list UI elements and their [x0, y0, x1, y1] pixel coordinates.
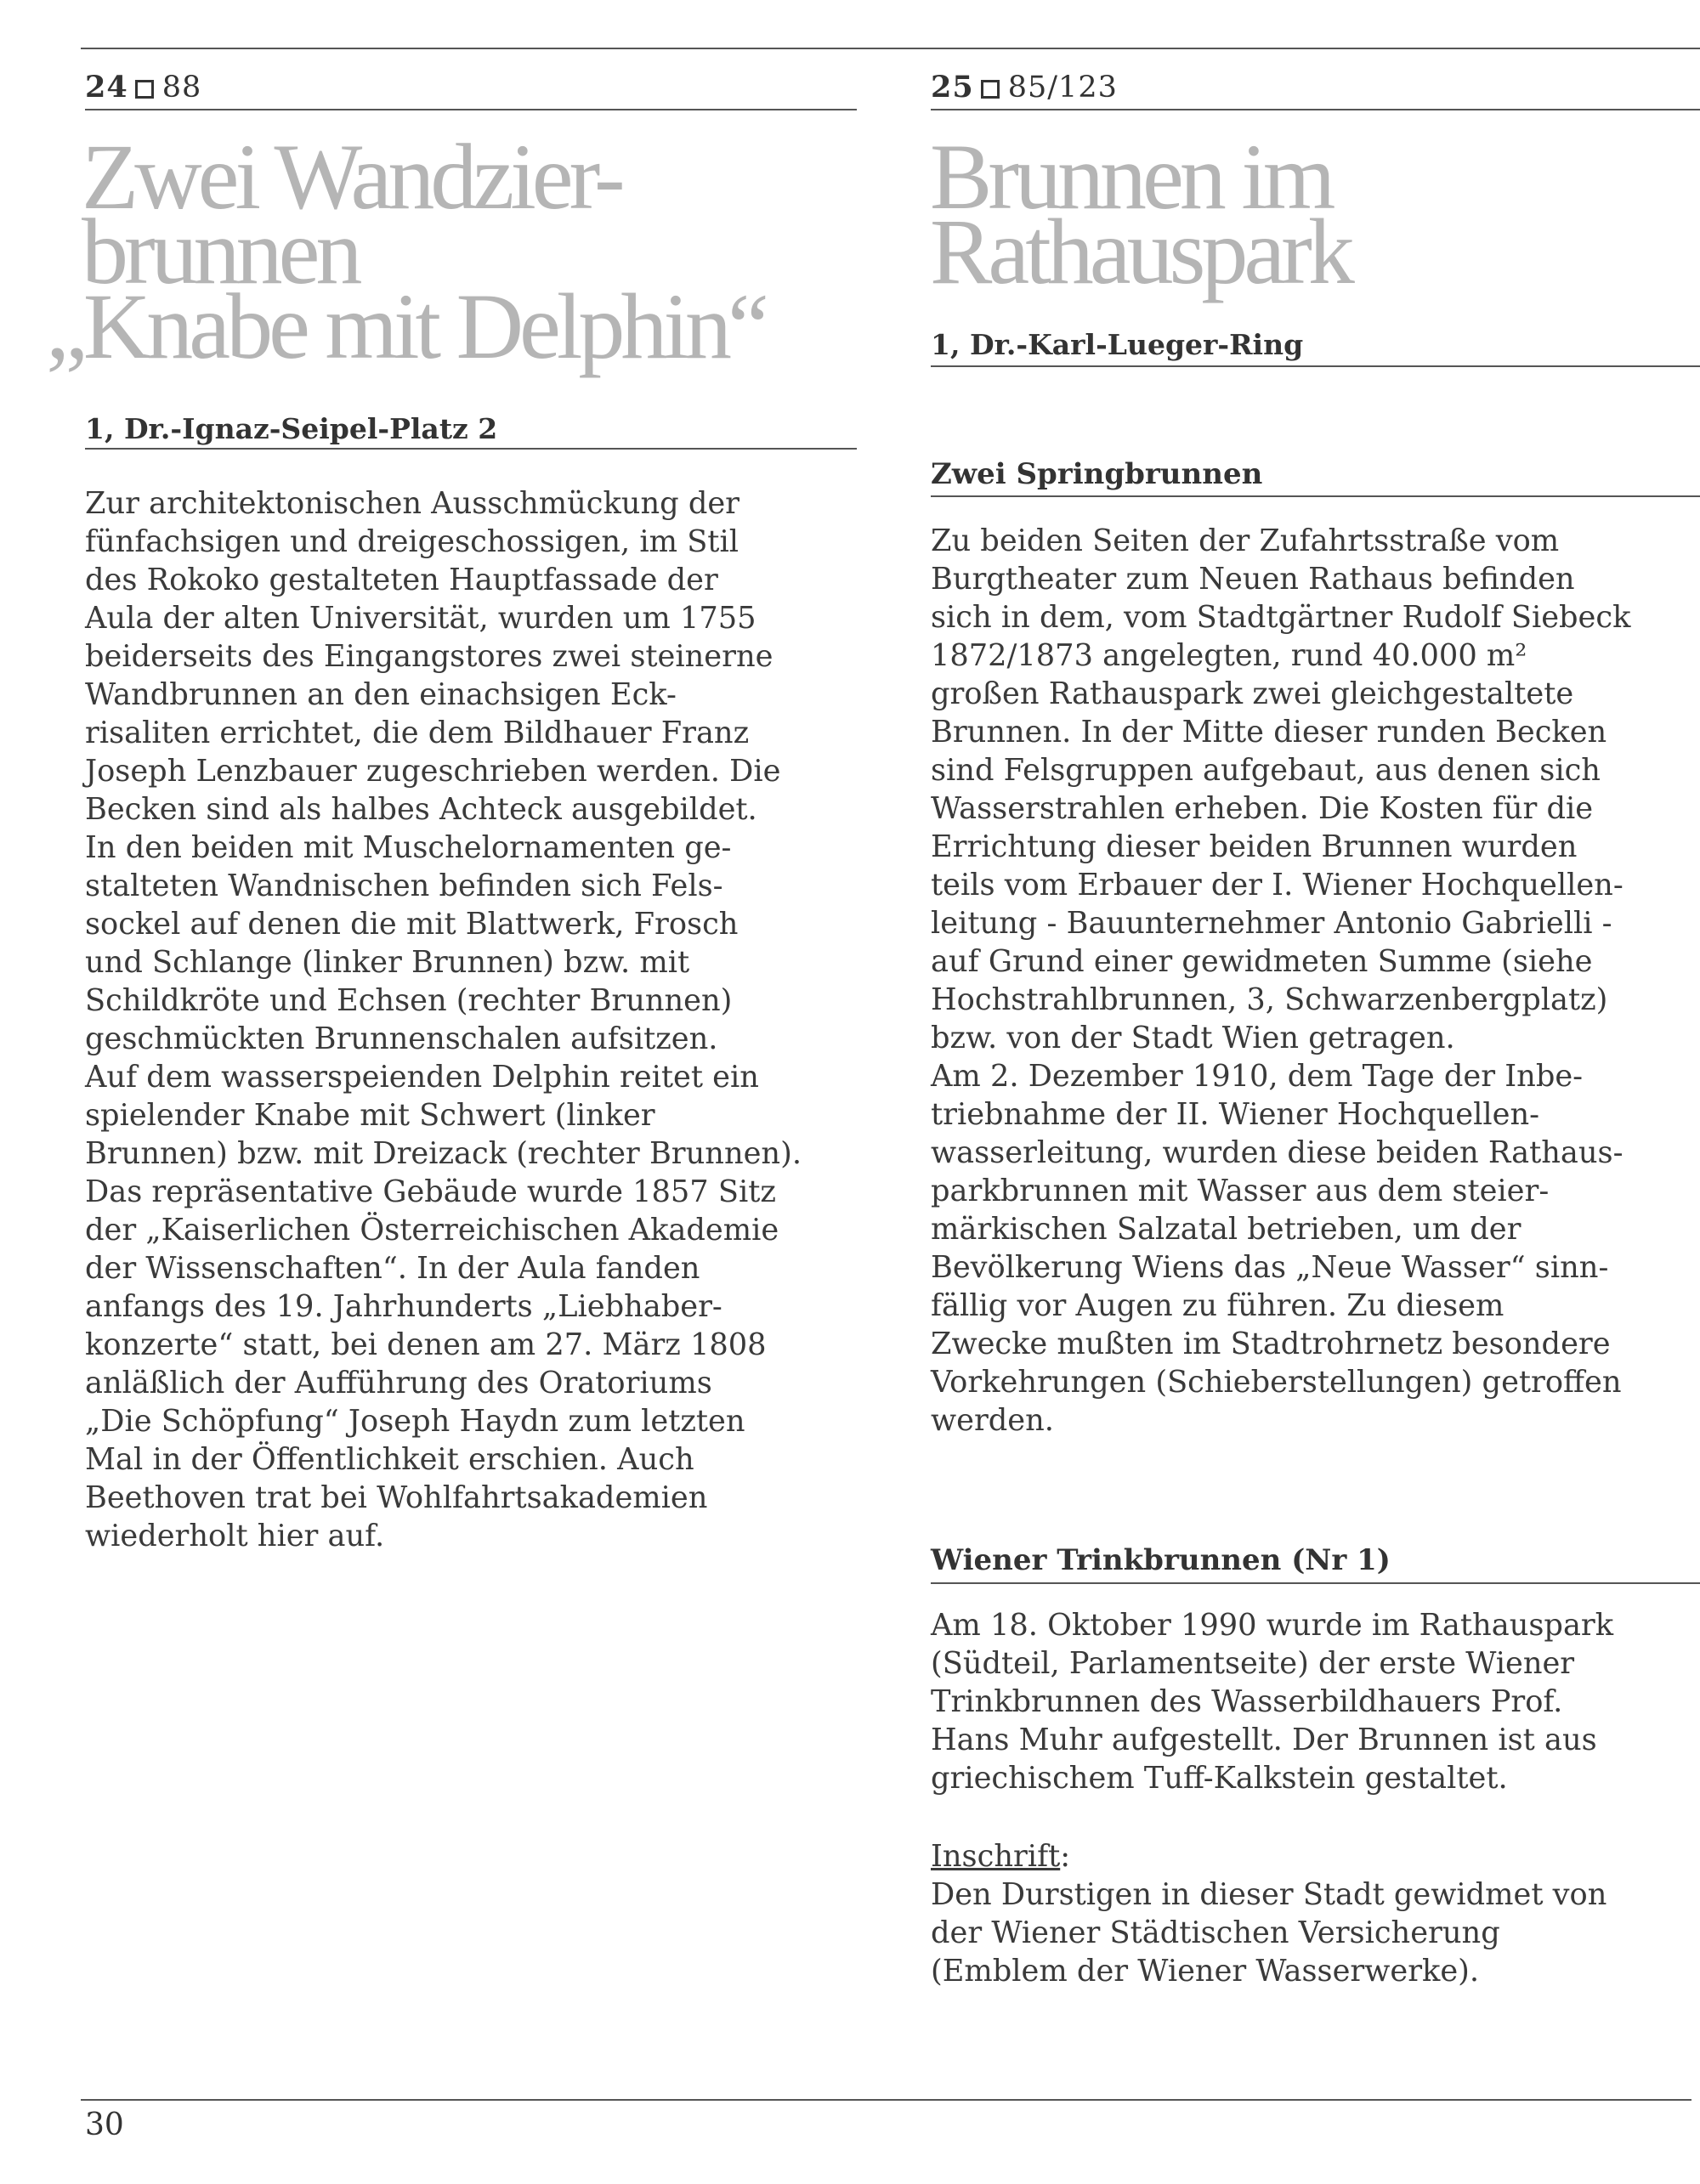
text-line: stalteten Wandnischen befinden sich Fels- — [85, 869, 723, 903]
inscription-label-line — [931, 1837, 1606, 1876]
top-rule — [81, 48, 1700, 49]
right-address-rule — [931, 365, 1700, 367]
text-line: Auf dem wasserspeienden Delphin reitet ein — [85, 1060, 759, 1095]
left-title-line: Zwei Wandzier- — [82, 125, 621, 229]
text-line: großen Rathauspark zwei gleichgestaltete — [931, 676, 1574, 711]
text-line: griechischem Tuff-Kalkstein gestaltet. — [931, 1761, 1508, 1796]
text-line: parkbrunnen mit Wasser aus dem steier- — [931, 1174, 1550, 1208]
right-number-rule — [931, 109, 1700, 110]
text-line: 1872/1873 angelegten, rund 40.000 m² — [931, 638, 1527, 673]
text-line: sind Felsgruppen aufgebaut, aus denen sich — [931, 753, 1601, 788]
text-line: Wandbrunnen an den einachsigen Eck- — [85, 677, 677, 712]
left-ref: 88 — [162, 71, 202, 105]
text-line: Brunnen. In der Mitte dieser runden Becken — [931, 715, 1607, 750]
text-line: Am 2. Dezember 1910, dem Tage der Inbe- — [931, 1059, 1584, 1094]
left-number: 24 — [85, 70, 128, 105]
left-title-line: „Knabe mit Delphin“ — [46, 274, 765, 378]
text-line: Burgtheater zum Neuen Rathaus befinden — [931, 562, 1575, 597]
right-section1-body — [931, 522, 1630, 1440]
text-line: des Rokoko gestalteten Hauptfassade der — [85, 563, 718, 597]
text-line: wasserleitung, wurden diese beiden Rathaus- — [931, 1135, 1624, 1170]
left-title — [46, 125, 765, 378]
text-line: auf Grund einer gewidmeten Summe (siehe — [931, 944, 1593, 979]
text-line: Mal in der Öffentlichkeit erschien. Auch — [85, 1442, 694, 1477]
inscription-label: Inschrift — [931, 1839, 1061, 1874]
checkbox-icon — [135, 80, 154, 99]
left-address-rule — [85, 448, 857, 450]
inscription-block — [931, 1837, 1606, 1990]
text-line: teils vom Erbauer der I. Wiener Hochquellen- — [931, 868, 1624, 902]
text-line: Den Durstigen in dieser Stadt gewidmet von — [931, 1877, 1607, 1912]
text-line: triebnahme der II. Wiener Hochquellen- — [931, 1097, 1540, 1132]
text-line: bzw. von der Stadt Wien getragen. — [931, 1021, 1455, 1055]
text-line: Becken sind als halbes Achteck ausgebildet. — [85, 792, 757, 827]
text-line: spielender Knabe mit Schwert (linker — [85, 1098, 655, 1133]
inscription-colon: : — [1060, 1839, 1071, 1874]
text-line: sockel auf denen die mit Blattwerk, Frosch — [85, 907, 739, 942]
bottom-rule — [81, 2099, 1692, 2101]
text-line: Hans Muhr aufgestellt. Der Brunnen ist aus — [931, 1723, 1597, 1757]
text-line: Joseph Lenzbauer zugeschrieben werden. Die — [85, 754, 781, 789]
checkbox-icon — [981, 80, 1000, 99]
text-line: beiderseits des Eingangstores zwei steinerne — [85, 639, 774, 674]
text-line: Vorkehrungen (Schieberstellungen) getroffen — [931, 1365, 1622, 1400]
text-line: märkischen Salzatal betrieben, um der — [931, 1212, 1522, 1247]
text-line: Hochstrahlbrunnen, 3, Schwarzenbergplatz) — [931, 982, 1608, 1017]
section-heading-springbrunnen: Zwei Springbrunnen — [931, 457, 1263, 491]
text-line: (Emblem der Wiener Wasserwerke). — [931, 1954, 1480, 1989]
text-line: Trinkbrunnen des Wasserbildhauers Prof. — [931, 1684, 1563, 1719]
text-line: Schildkröte und Echsen (rechter Brunnen) — [85, 983, 733, 1018]
text-line: konzerte“ statt, bei denen am 27. März 1808 — [85, 1327, 767, 1362]
text-line: Brunnen) bzw. mit Dreizack (rechter Brunnen). — [85, 1136, 802, 1171]
section2-rule — [931, 1582, 1700, 1584]
text-line: werden. — [931, 1403, 1054, 1438]
text-line: fällig vor Augen zu führen. Zu diesem — [931, 1288, 1504, 1323]
section-heading-trinkbrunnen: Wiener Trinkbrunnen (Nr 1) — [931, 1543, 1391, 1577]
left-entry-number — [85, 70, 201, 105]
text-line: der Wissenschaften“. In der Aula fanden — [85, 1251, 700, 1286]
text-line: Zwecke mußten im Stadtrohrnetz besondere — [931, 1327, 1611, 1361]
left-body — [85, 484, 802, 1555]
text-line: anfangs des 19. Jahrhunderts „Liebhaber- — [85, 1289, 722, 1324]
text-line: leitung - Bauunternehmer Antonio Gabrielli - — [931, 906, 1612, 941]
text-line: fünfachsigen und dreigeschossigen, im Stil — [85, 524, 739, 559]
page-number: 30 — [85, 2108, 124, 2142]
right-title — [930, 125, 1351, 303]
text-line: geschmückten Brunnenschalen aufsitzen. — [85, 1021, 718, 1056]
text-line: Errichtung dieser beiden Brunnen wurden — [931, 829, 1578, 864]
left-title-line: brunnen — [82, 200, 359, 303]
right-entry-number — [931, 70, 1118, 105]
text-line: Beethoven trat bei Wohlfahrtsakademien — [85, 1480, 708, 1515]
text-line: der Wiener Städtischen Versicherung — [931, 1915, 1500, 1950]
text-line: sich in dem, vom Stadtgärtner Rudolf Siebeck — [931, 600, 1631, 635]
text-line: anläßlich der Aufführung des Oratoriums — [85, 1366, 712, 1400]
text-line: Zu beiden Seiten der Zufahrtsstraße vom — [931, 523, 1560, 558]
text-line: In den beiden mit Muschelornamenten ge- — [85, 830, 732, 865]
text-line: Zur architektonischen Ausschmückung der — [85, 486, 740, 521]
text-line: risaliten errichtet, die dem Bildhauer Franz — [85, 716, 750, 750]
right-number: 25 — [931, 70, 974, 105]
right-section2-body — [931, 1606, 1613, 1797]
text-line: Am 18. Oktober 1990 wurde im Rathauspark — [931, 1608, 1614, 1643]
text-line: (Südteil, Parlamentseite) der erste Wiener — [931, 1646, 1575, 1681]
left-address: 1, Dr.-Ignaz-Seipel-Platz 2 — [85, 412, 498, 445]
text-line: und Schlange (linker Brunnen) bzw. mit — [85, 945, 690, 980]
text-line: Das repräsentative Gebäude wurde 1857 Sitz — [85, 1174, 776, 1209]
text-line: wiederholt hier auf. — [85, 1519, 385, 1553]
text-line: der „Kaiserlichen Österreichischen Akademie — [85, 1213, 779, 1248]
text-line: Wasserstrahlen erheben. Die Kosten für die — [931, 791, 1594, 826]
left-number-rule — [85, 109, 857, 110]
section1-rule — [931, 495, 1700, 497]
right-title-line: Rathauspark — [930, 200, 1351, 303]
text-line: Aula der alten Universität, wurden um 1755 — [85, 601, 756, 636]
right-address: 1, Dr.-Karl-Lueger-Ring — [931, 328, 1304, 361]
right-title-line: Brunnen im — [930, 125, 1332, 229]
right-ref: 85/123 — [1007, 71, 1118, 105]
text-line: Bevölkerung Wiens das „Neue Wasser“ sinn- — [931, 1250, 1609, 1285]
text-line: „Die Schöpfung“ Joseph Haydn zum letzten — [85, 1404, 745, 1439]
